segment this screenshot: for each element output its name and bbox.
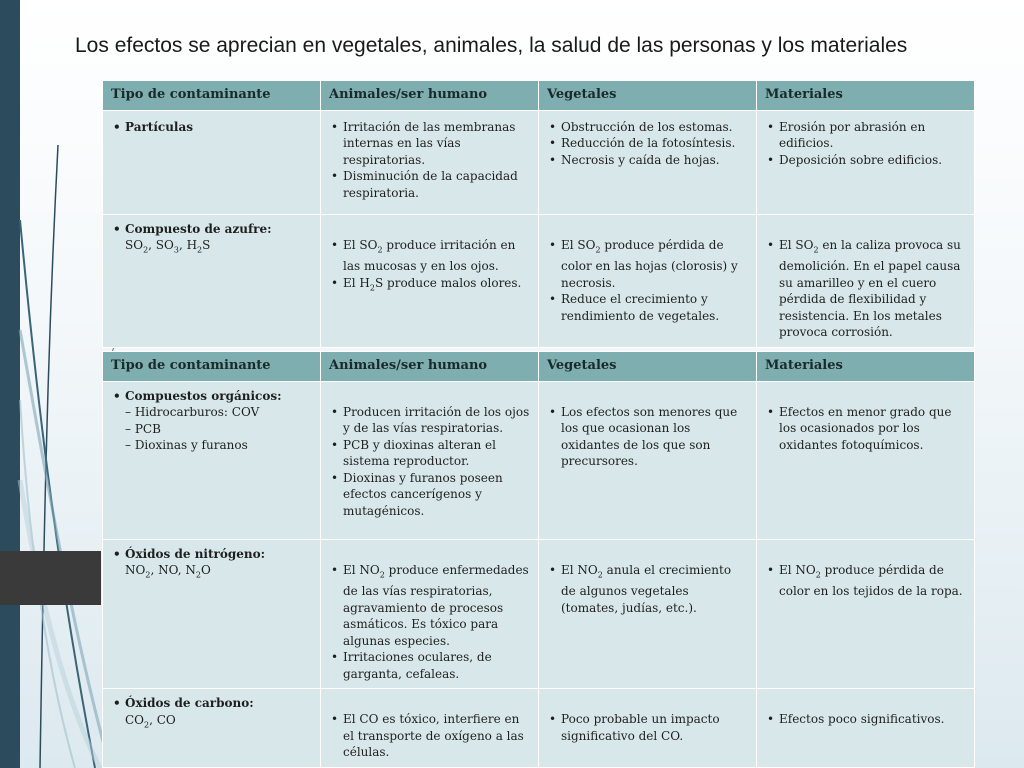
cell-materiales [757, 110, 975, 214]
contaminante-subitem: – PCB [125, 421, 161, 436]
animales-list [329, 562, 530, 683]
table-header-row [103, 81, 975, 111]
contaminante-subitem: – Dioxinas y furanos [125, 438, 248, 452]
cell-vegetales [539, 110, 757, 214]
header-materiales: Materiales [757, 352, 975, 382]
contaminante-subitem: – Hidrocarburos: COV [125, 405, 260, 419]
materiales-item: • Deposición sobre edificios. [765, 152, 966, 169]
pollutant-effects-table-2 [102, 351, 975, 768]
contaminante-name: • Partículas [111, 119, 312, 136]
materiales-list [765, 562, 966, 600]
cell-vegetales [539, 689, 757, 768]
contaminante-formula: $NO_2$, NO, $N_2O$ [125, 563, 211, 580]
cell-materiales [757, 381, 975, 539]
animales-item: • El CO es tóxico, interfiere en el transporte de oxígeno a las células. [329, 711, 530, 761]
table-2-body [103, 381, 975, 767]
cell-vegetales [539, 381, 757, 539]
vegetales-item: • Reducción de la fotosíntesis. [547, 135, 748, 152]
vegetales-item: • Los efectos son menores que los que ocasionan los oxidantes de los que son precursores. [547, 404, 748, 470]
animales-item: • El $SO_2$ produce irritación en las mucosas y en los ojos. [329, 237, 530, 275]
vegetales-item: • Reduce el crecimiento y rendimiento de vegetales. [547, 291, 748, 324]
vegetales-list [547, 237, 748, 325]
materiales-list [765, 237, 966, 341]
cell-materiales [757, 214, 975, 347]
cell-contaminante [103, 381, 321, 539]
materiales-item: • Efectos en menor grado que los ocasionados por los oxidantes fotoquímicos. [765, 404, 966, 454]
animales-list [329, 119, 530, 202]
pollutant-effects-table-1 [102, 80, 975, 348]
cell-contaminante [103, 214, 321, 347]
header-tipo-contaminante: Tipo de contaminante [103, 81, 321, 111]
contaminante-list [111, 695, 312, 712]
materiales-item: • Erosión por abrasión en edificios. [765, 119, 966, 152]
vegetales-item: • El $SO_2$ produce pérdida de color en las hojas (clorosis) y necrosis. [547, 237, 748, 292]
contaminante-list [111, 119, 312, 136]
dark-accent-block [0, 551, 101, 605]
vegetales-list [547, 404, 748, 470]
contaminante-name: • Óxidos de nitrógeno: [111, 546, 312, 563]
table-row [103, 214, 975, 347]
cell-contaminante [103, 689, 321, 768]
contaminante-formula: $CO_2$, CO [125, 712, 176, 730]
table-1-body [103, 110, 975, 347]
cell-animales [321, 110, 539, 214]
cell-contaminante [103, 539, 321, 689]
table-header-row [103, 352, 975, 382]
header-vegetales: Vegetales [539, 352, 757, 382]
cell-vegetales [539, 539, 757, 689]
contaminante-list [111, 388, 312, 405]
cell-materiales [757, 689, 975, 768]
materiales-list [765, 711, 966, 728]
animales-item: • El $NO_2$ produce enfermedades de las vías respiratorias, agravamiento de procesos asmáticos. Es tóxico para algunas especies. [329, 562, 530, 650]
contaminante-list [111, 221, 312, 238]
table-row [103, 539, 975, 689]
contaminante-list [111, 546, 312, 563]
cell-animales [321, 689, 539, 768]
animales-item: • Disminución de la capacidad respiratoria. [329, 168, 530, 201]
animales-list [329, 237, 530, 297]
materiales-item: • El $NO_2$ produce pérdida de color en los tejidos de la ropa. [765, 562, 966, 600]
header-animales: Animales/ser humano [321, 352, 539, 382]
animales-item: • Irritación de las membranas internas en las vías respiratorias. [329, 119, 530, 169]
vegetales-list [547, 562, 748, 617]
header-materiales: Materiales [757, 81, 975, 111]
slide-title: Los efectos se aprecian en vegetales, animales, la salud de las personas y los materiales [75, 34, 908, 57]
cell-animales [321, 214, 539, 347]
cell-animales [321, 539, 539, 689]
cell-materiales [757, 539, 975, 689]
contaminante-name: • Óxidos de carbono: [111, 695, 312, 712]
header-vegetales: Vegetales [539, 81, 757, 111]
vegetales-list [547, 119, 748, 169]
vegetales-item: • Obstrucción de los estomas. [547, 119, 748, 136]
vegetales-item: • Necrosis y caída de hojas. [547, 152, 748, 169]
materiales-item: • Efectos poco significativos. [765, 711, 966, 728]
animales-list [329, 404, 530, 520]
header-animales: Animales/ser humano [321, 81, 539, 111]
materiales-list [765, 404, 966, 454]
contaminante-name: • Compuestos orgánicos: [111, 388, 312, 405]
animales-item: • PCB y dioxinas alteran el sistema reproductor. [329, 437, 530, 470]
animales-list [329, 711, 530, 761]
header-tipo-contaminante: Tipo de contaminante [103, 352, 321, 382]
materiales-item: • El $SO_2$ en la caliza provoca su demolición. En el papel causa su amarilleo y en el cuero pérdida de flexibilidad y resistencia. En los metales provoca corrosión. [765, 237, 966, 341]
contaminante-name: • Compuesto de azufre: [111, 221, 312, 238]
animales-item: • El $H_2S$ produce malos olores. [329, 275, 530, 297]
cell-vegetales [539, 214, 757, 347]
cell-animales [321, 381, 539, 539]
table-row [103, 110, 975, 214]
animales-item: • Dioxinas y furanos poseen efectos cancerígenos y mutagénicos. [329, 470, 530, 520]
materiales-list [765, 119, 966, 169]
animales-item: • Producen irritación de los ojos y de las vías respiratorias. [329, 404, 530, 437]
cell-contaminante [103, 110, 321, 214]
vegetales-item: • El $NO_2$ anula el crecimiento de algunos vegetales (tomates, judías, etc.). [547, 562, 748, 617]
vegetales-item: • Poco probable un impacto significativo del CO. [547, 711, 748, 744]
animales-item: • Irritaciones oculares, de garganta, cefaleas. [329, 649, 530, 682]
table-row [103, 689, 975, 768]
vegetales-list [547, 711, 748, 744]
contaminante-formula: $SO_2$, $SO_3$, $H_2S$ [125, 238, 211, 255]
table-row [103, 381, 975, 539]
